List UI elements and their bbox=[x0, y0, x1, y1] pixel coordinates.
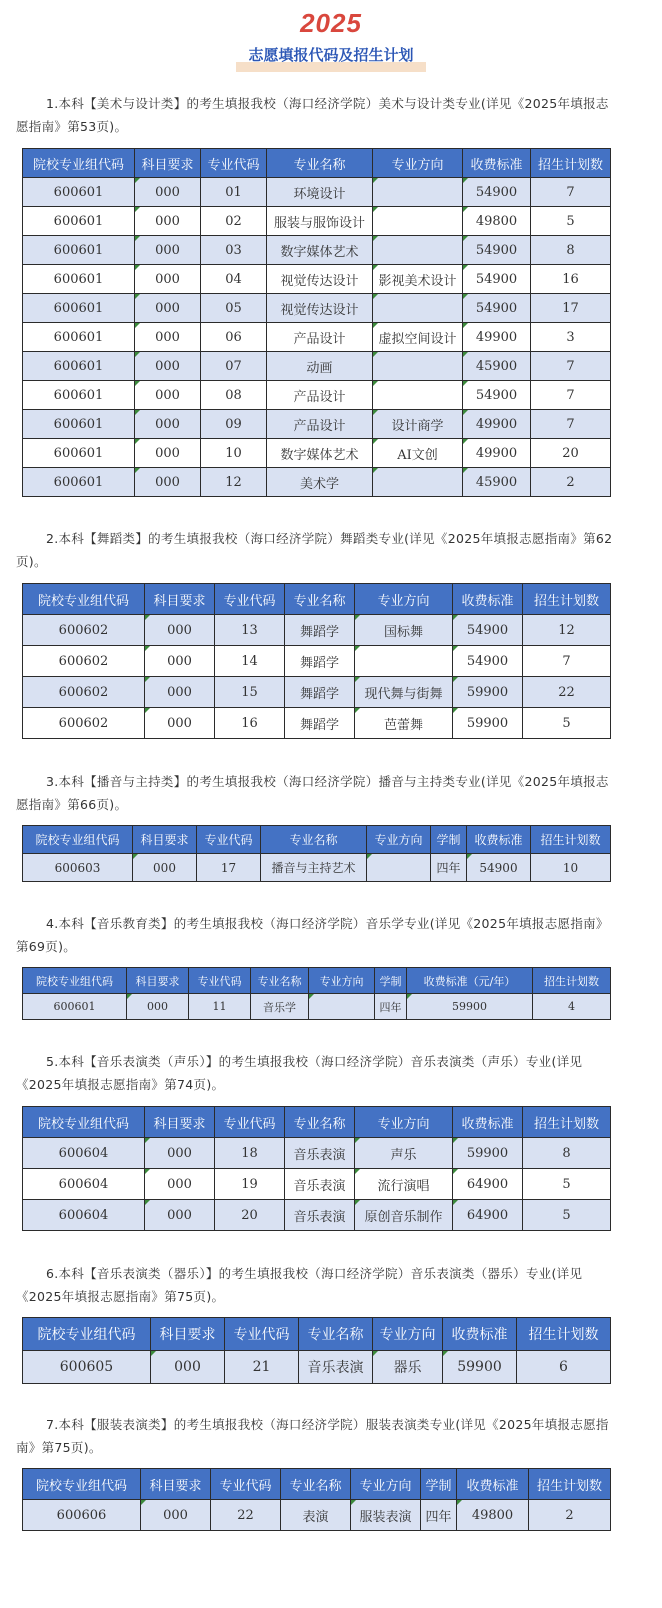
table-header-row bbox=[23, 1469, 611, 1500]
table-header-row bbox=[23, 968, 611, 994]
table-row bbox=[23, 207, 611, 236]
table-cell: 600604 bbox=[23, 1200, 145, 1231]
column-header: 科目要求 bbox=[141, 1469, 211, 1500]
table-cell: 600601 bbox=[23, 265, 135, 294]
section-description: 3.本科【播音与主持类】的考生填报我校（海口经济学院）播音与主持类专业(详见《2025年填报志愿指南》第66页)。 bbox=[16, 774, 609, 812]
column-header: 招生计划数 bbox=[531, 826, 611, 854]
column-header: 招生计划数 bbox=[523, 584, 611, 615]
table-row bbox=[23, 236, 611, 265]
column-header: 院校专业组代码 bbox=[23, 149, 135, 178]
table-cell: 7 bbox=[531, 178, 611, 207]
column-header: 院校专业组代码 bbox=[23, 1469, 141, 1500]
plan-table-art-design bbox=[22, 148, 611, 497]
table-cell: 600606 bbox=[23, 1500, 141, 1531]
table-cell: 四年 bbox=[431, 854, 467, 882]
table-cell: 20 bbox=[531, 439, 611, 468]
table-cell: 产品设计 bbox=[267, 323, 373, 352]
table-cell bbox=[373, 468, 463, 497]
table-cell: 四年 bbox=[375, 994, 407, 1020]
column-header: 专业方向 bbox=[367, 826, 431, 854]
table-cell: 芭蕾舞 bbox=[355, 708, 453, 739]
table-cell: 54900 bbox=[463, 381, 531, 410]
column-header: 科目要求 bbox=[145, 584, 215, 615]
table-cell: 54900 bbox=[463, 178, 531, 207]
section-description: 4.本科【音乐教育类】的考生填报我校（海口经济学院）音乐学专业(详见《2025年填报志愿指南》第69页)。 bbox=[16, 916, 609, 954]
table-cell: 22 bbox=[523, 677, 611, 708]
table-cell: 15 bbox=[215, 677, 285, 708]
table-cell: 22 bbox=[211, 1500, 281, 1531]
table-cell: 08 bbox=[201, 381, 267, 410]
table-cell: 000 bbox=[135, 468, 201, 497]
table-cell: 服装与服饰设计 bbox=[267, 207, 373, 236]
table-cell: 影视美术设计 bbox=[373, 265, 463, 294]
table-cell: 000 bbox=[145, 677, 215, 708]
table-cell: 59900 bbox=[453, 677, 523, 708]
section-4 bbox=[0, 912, 662, 958]
table-cell: 600601 bbox=[23, 352, 135, 381]
column-header: 收费标准 bbox=[453, 584, 523, 615]
table-cell: 02 bbox=[201, 207, 267, 236]
section-5 bbox=[0, 1050, 662, 1096]
table-cell: 600601 bbox=[23, 207, 135, 236]
table-cell: 59900 bbox=[443, 1351, 517, 1384]
table-cell: 声乐 bbox=[355, 1138, 453, 1169]
table-cell: 000 bbox=[141, 1500, 211, 1531]
page-title bbox=[238, 42, 423, 69]
table-cell: 动画 bbox=[267, 352, 373, 381]
table-cell: 20 bbox=[215, 1200, 285, 1231]
table-cell: 600602 bbox=[23, 615, 145, 646]
column-header: 专业名称 bbox=[285, 584, 355, 615]
column-header: 收费标准 bbox=[467, 826, 531, 854]
table-cell: 音乐表演 bbox=[285, 1138, 355, 1169]
table-cell: 19 bbox=[215, 1169, 285, 1200]
table-cell: 54900 bbox=[463, 294, 531, 323]
section-7 bbox=[0, 1413, 662, 1459]
column-header: 收费标准 bbox=[443, 1318, 517, 1351]
table-row bbox=[23, 615, 611, 646]
table-cell: 现代舞与街舞 bbox=[355, 677, 453, 708]
column-header: 收费标准 bbox=[457, 1469, 529, 1500]
table-cell: 600601 bbox=[23, 236, 135, 265]
column-header: 招生计划数 bbox=[533, 968, 611, 994]
column-header: 科目要求 bbox=[135, 149, 201, 178]
table-cell: 000 bbox=[145, 646, 215, 677]
table-cell: 音乐表演 bbox=[299, 1351, 373, 1384]
table-cell: 流行演唱 bbox=[355, 1169, 453, 1200]
table-cell: 000 bbox=[135, 410, 201, 439]
table-row bbox=[23, 439, 611, 468]
table-cell: 000 bbox=[145, 615, 215, 646]
table-row bbox=[23, 994, 611, 1020]
plan-table-broadcasting bbox=[22, 825, 611, 882]
table-cell: 设计商学 bbox=[373, 410, 463, 439]
table-row bbox=[23, 1169, 611, 1200]
table-row bbox=[23, 1138, 611, 1169]
column-header: 院校专业组代码 bbox=[23, 968, 127, 994]
table-cell: 600601 bbox=[23, 410, 135, 439]
table-row bbox=[23, 854, 611, 882]
column-header: 专业名称 bbox=[251, 968, 309, 994]
table-cell: 舞蹈学 bbox=[285, 615, 355, 646]
table-cell: 600601 bbox=[23, 439, 135, 468]
column-header: 专业方向 bbox=[355, 584, 453, 615]
table-cell: 11 bbox=[189, 994, 251, 1020]
column-header: 招生计划数 bbox=[517, 1318, 611, 1351]
column-header: 学制 bbox=[421, 1469, 457, 1500]
table-cell: 7 bbox=[531, 352, 611, 381]
table-cell: 视觉传达设计 bbox=[267, 294, 373, 323]
plan-table-fashion-show bbox=[22, 1468, 611, 1531]
table-row bbox=[23, 1200, 611, 1231]
table-cell: 数字媒体艺术 bbox=[267, 236, 373, 265]
column-header: 院校专业组代码 bbox=[23, 1318, 151, 1351]
table-cell: 000 bbox=[145, 1200, 215, 1231]
section-2 bbox=[0, 527, 662, 573]
table-cell: 000 bbox=[127, 994, 189, 1020]
table-cell bbox=[309, 994, 375, 1020]
table-cell: 服装表演 bbox=[351, 1500, 421, 1531]
table-row bbox=[23, 1500, 611, 1531]
table-cell bbox=[355, 646, 453, 677]
section-description: 5.本科【音乐表演类（声乐）】的考生填报我校（海口经济学院）音乐表演类（声乐）专业(详见《2025年填报志愿指南》第74页)。 bbox=[16, 1054, 583, 1092]
table-cell: 600601 bbox=[23, 323, 135, 352]
table-cell: 000 bbox=[135, 381, 201, 410]
table-cell: 12 bbox=[523, 615, 611, 646]
table-row bbox=[23, 178, 611, 207]
plan-table-dance bbox=[22, 583, 611, 739]
table-row bbox=[23, 352, 611, 381]
table-cell: 06 bbox=[201, 323, 267, 352]
table-cell: 600601 bbox=[23, 178, 135, 207]
table-cell: 8 bbox=[523, 1138, 611, 1169]
plan-table-music-education bbox=[22, 967, 611, 1020]
section-1 bbox=[0, 92, 662, 138]
table-cell: 4 bbox=[533, 994, 611, 1020]
table-cell: 000 bbox=[145, 1138, 215, 1169]
table-cell: 21 bbox=[225, 1351, 299, 1384]
table-cell bbox=[373, 294, 463, 323]
table-cell: 5 bbox=[531, 207, 611, 236]
column-header: 科目要求 bbox=[127, 968, 189, 994]
table-cell: 虚拟空间设计 bbox=[373, 323, 463, 352]
plan-table-vocal bbox=[22, 1106, 611, 1231]
table-cell: 原创音乐制作 bbox=[355, 1200, 453, 1231]
table-cell: 000 bbox=[151, 1351, 225, 1384]
table-cell: 54900 bbox=[463, 265, 531, 294]
table-cell: 600601 bbox=[23, 294, 135, 323]
table-row bbox=[23, 646, 611, 677]
table-cell: 54900 bbox=[463, 236, 531, 265]
column-header: 院校专业组代码 bbox=[23, 584, 145, 615]
column-header: 招生计划数 bbox=[529, 1469, 611, 1500]
table-cell: 10 bbox=[531, 854, 611, 882]
table-cell: 音乐表演 bbox=[285, 1169, 355, 1200]
column-header: 专业代码 bbox=[201, 149, 267, 178]
table-cell: 64900 bbox=[453, 1200, 523, 1231]
table-cell bbox=[373, 381, 463, 410]
column-header: 专业名称 bbox=[285, 1107, 355, 1138]
table-cell: 2 bbox=[531, 468, 611, 497]
table-cell: 音乐表演 bbox=[285, 1200, 355, 1231]
table-row bbox=[23, 265, 611, 294]
table-cell bbox=[373, 236, 463, 265]
table-cell bbox=[373, 178, 463, 207]
column-header: 专业名称 bbox=[267, 149, 373, 178]
table-header-row bbox=[23, 1318, 611, 1351]
column-header: 收费标准（元/年） bbox=[407, 968, 533, 994]
column-header: 专业方向 bbox=[309, 968, 375, 994]
table-cell: 59900 bbox=[407, 994, 533, 1020]
table-cell: 600602 bbox=[23, 646, 145, 677]
table-cell: 000 bbox=[135, 352, 201, 381]
table-cell: 音乐学 bbox=[251, 994, 309, 1020]
table-cell: 000 bbox=[135, 207, 201, 236]
column-header: 学制 bbox=[431, 826, 467, 854]
table-row bbox=[23, 323, 611, 352]
table-row bbox=[23, 708, 611, 739]
table-cell: 8 bbox=[531, 236, 611, 265]
table-cell: 05 bbox=[201, 294, 267, 323]
table-cell: 5 bbox=[523, 708, 611, 739]
table-cell: 000 bbox=[135, 236, 201, 265]
table-cell: 600603 bbox=[23, 854, 133, 882]
table-row bbox=[23, 1351, 611, 1384]
table-cell: 49900 bbox=[463, 439, 531, 468]
table-header-row bbox=[23, 826, 611, 854]
column-header: 院校专业组代码 bbox=[23, 1107, 145, 1138]
column-header: 科目要求 bbox=[145, 1107, 215, 1138]
column-header: 专业方向 bbox=[355, 1107, 453, 1138]
table-cell: 000 bbox=[135, 294, 201, 323]
table-cell: 17 bbox=[531, 294, 611, 323]
table-cell: 59900 bbox=[453, 708, 523, 739]
table-cell: 10 bbox=[201, 439, 267, 468]
table-cell bbox=[367, 854, 431, 882]
column-header: 招生计划数 bbox=[531, 149, 611, 178]
column-header: 专业代码 bbox=[225, 1318, 299, 1351]
table-cell: 2 bbox=[529, 1500, 611, 1531]
table-cell: 04 bbox=[201, 265, 267, 294]
table-cell: 数字媒体艺术 bbox=[267, 439, 373, 468]
table-cell: 600602 bbox=[23, 708, 145, 739]
column-header: 科目要求 bbox=[151, 1318, 225, 1351]
column-header: 专业方向 bbox=[373, 149, 463, 178]
column-header: 专业代码 bbox=[215, 584, 285, 615]
table-header-row bbox=[23, 1107, 611, 1138]
page-year: 2025 bbox=[300, 8, 362, 38]
section-3 bbox=[0, 770, 662, 816]
table-cell: 000 bbox=[135, 439, 201, 468]
column-header: 专业名称 bbox=[299, 1318, 373, 1351]
column-header: 收费标准 bbox=[463, 149, 531, 178]
table-cell: 7 bbox=[531, 410, 611, 439]
column-header: 学制 bbox=[375, 968, 407, 994]
section-description: 7.本科【服装表演类】的考生填报我校（海口经济学院）服装表演类专业(详见《2025年填报志愿指南》第75页)。 bbox=[16, 1417, 609, 1455]
table-cell: 000 bbox=[133, 854, 197, 882]
table-cell: 000 bbox=[135, 178, 201, 207]
table-cell: 600601 bbox=[23, 468, 135, 497]
table-cell: 49800 bbox=[463, 207, 531, 236]
section-6 bbox=[0, 1262, 662, 1308]
section-description: 1.本科【美术与设计类】的考生填报我校（海口经济学院）美术与设计类专业(详见《2025年填报志愿指南》第53页)。 bbox=[16, 96, 609, 134]
plan-table-instrumental bbox=[22, 1317, 611, 1384]
table-cell: 03 bbox=[201, 236, 267, 265]
table-cell: 59900 bbox=[453, 1138, 523, 1169]
table-cell: 000 bbox=[135, 323, 201, 352]
table-cell: 视觉传达设计 bbox=[267, 265, 373, 294]
table-cell: AI文创 bbox=[373, 439, 463, 468]
table-cell: 000 bbox=[145, 1169, 215, 1200]
table-cell: 12 bbox=[201, 468, 267, 497]
table-cell: 07 bbox=[201, 352, 267, 381]
column-header: 招生计划数 bbox=[523, 1107, 611, 1138]
table-cell: 000 bbox=[145, 708, 215, 739]
table-cell: 54900 bbox=[453, 615, 523, 646]
table-cell: 四年 bbox=[421, 1500, 457, 1531]
table-cell: 5 bbox=[523, 1200, 611, 1231]
table-cell: 600601 bbox=[23, 381, 135, 410]
section-description: 2.本科【舞蹈类】的考生填报我校（海口经济学院）舞蹈类专业(详见《2025年填报志愿指南》第62页)。 bbox=[16, 531, 613, 569]
column-header: 专业方向 bbox=[373, 1318, 443, 1351]
column-header: 专业名称 bbox=[261, 826, 367, 854]
column-header: 科目要求 bbox=[133, 826, 197, 854]
table-cell: 14 bbox=[215, 646, 285, 677]
column-header: 专业代码 bbox=[197, 826, 261, 854]
table-cell: 6 bbox=[517, 1351, 611, 1384]
table-cell: 18 bbox=[215, 1138, 285, 1169]
table-cell: 17 bbox=[197, 854, 261, 882]
section-description: 6.本科【音乐表演类（器乐）】的考生填报我校（海口经济学院）音乐表演类（器乐）专业(详见《2025年填报志愿指南》第75页)。 bbox=[16, 1266, 583, 1304]
column-header: 专业名称 bbox=[281, 1469, 351, 1500]
table-cell: 000 bbox=[135, 265, 201, 294]
table-cell: 600601 bbox=[23, 994, 127, 1020]
table-cell: 舞蹈学 bbox=[285, 708, 355, 739]
table-cell: 器乐 bbox=[373, 1351, 443, 1384]
table-cell bbox=[373, 352, 463, 381]
table-cell: 产品设计 bbox=[267, 410, 373, 439]
table-cell: 54900 bbox=[453, 646, 523, 677]
table-cell: 7 bbox=[531, 381, 611, 410]
table-cell: 49900 bbox=[463, 410, 531, 439]
table-cell: 表演 bbox=[281, 1500, 351, 1531]
table-cell: 01 bbox=[201, 178, 267, 207]
table-cell: 600605 bbox=[23, 1351, 151, 1384]
column-header: 专业代码 bbox=[189, 968, 251, 994]
table-cell: 49800 bbox=[457, 1500, 529, 1531]
table-cell: 45900 bbox=[463, 468, 531, 497]
table-cell: 5 bbox=[523, 1169, 611, 1200]
table-cell: 600602 bbox=[23, 677, 145, 708]
table-cell: 49900 bbox=[463, 323, 531, 352]
table-cell: 13 bbox=[215, 615, 285, 646]
table-cell: 600604 bbox=[23, 1138, 145, 1169]
table-header-row bbox=[23, 584, 611, 615]
table-cell: 舞蹈学 bbox=[285, 646, 355, 677]
page-title-text: 志愿填报代码及招生计划 bbox=[248, 46, 414, 64]
column-header: 院校专业组代码 bbox=[23, 826, 133, 854]
table-row bbox=[23, 410, 611, 439]
table-cell: 09 bbox=[201, 410, 267, 439]
table-cell: 16 bbox=[531, 265, 611, 294]
table-cell: 7 bbox=[523, 646, 611, 677]
table-row bbox=[23, 468, 611, 497]
table-cell bbox=[373, 207, 463, 236]
table-header-row bbox=[23, 149, 611, 178]
column-header: 专业方向 bbox=[351, 1469, 421, 1500]
table-row bbox=[23, 381, 611, 410]
table-cell: 美术学 bbox=[267, 468, 373, 497]
table-cell: 16 bbox=[215, 708, 285, 739]
table-row bbox=[23, 294, 611, 323]
column-header: 收费标准 bbox=[453, 1107, 523, 1138]
table-cell: 600604 bbox=[23, 1169, 145, 1200]
table-cell: 舞蹈学 bbox=[285, 677, 355, 708]
table-cell: 国标舞 bbox=[355, 615, 453, 646]
table-cell: 环境设计 bbox=[267, 178, 373, 207]
table-cell: 3 bbox=[531, 323, 611, 352]
table-cell: 播音与主持艺术 bbox=[261, 854, 367, 882]
table-cell: 64900 bbox=[453, 1169, 523, 1200]
column-header: 专业代码 bbox=[215, 1107, 285, 1138]
table-row bbox=[23, 677, 611, 708]
table-cell: 产品设计 bbox=[267, 381, 373, 410]
table-cell: 45900 bbox=[463, 352, 531, 381]
table-cell: 54900 bbox=[467, 854, 531, 882]
column-header: 专业代码 bbox=[211, 1469, 281, 1500]
